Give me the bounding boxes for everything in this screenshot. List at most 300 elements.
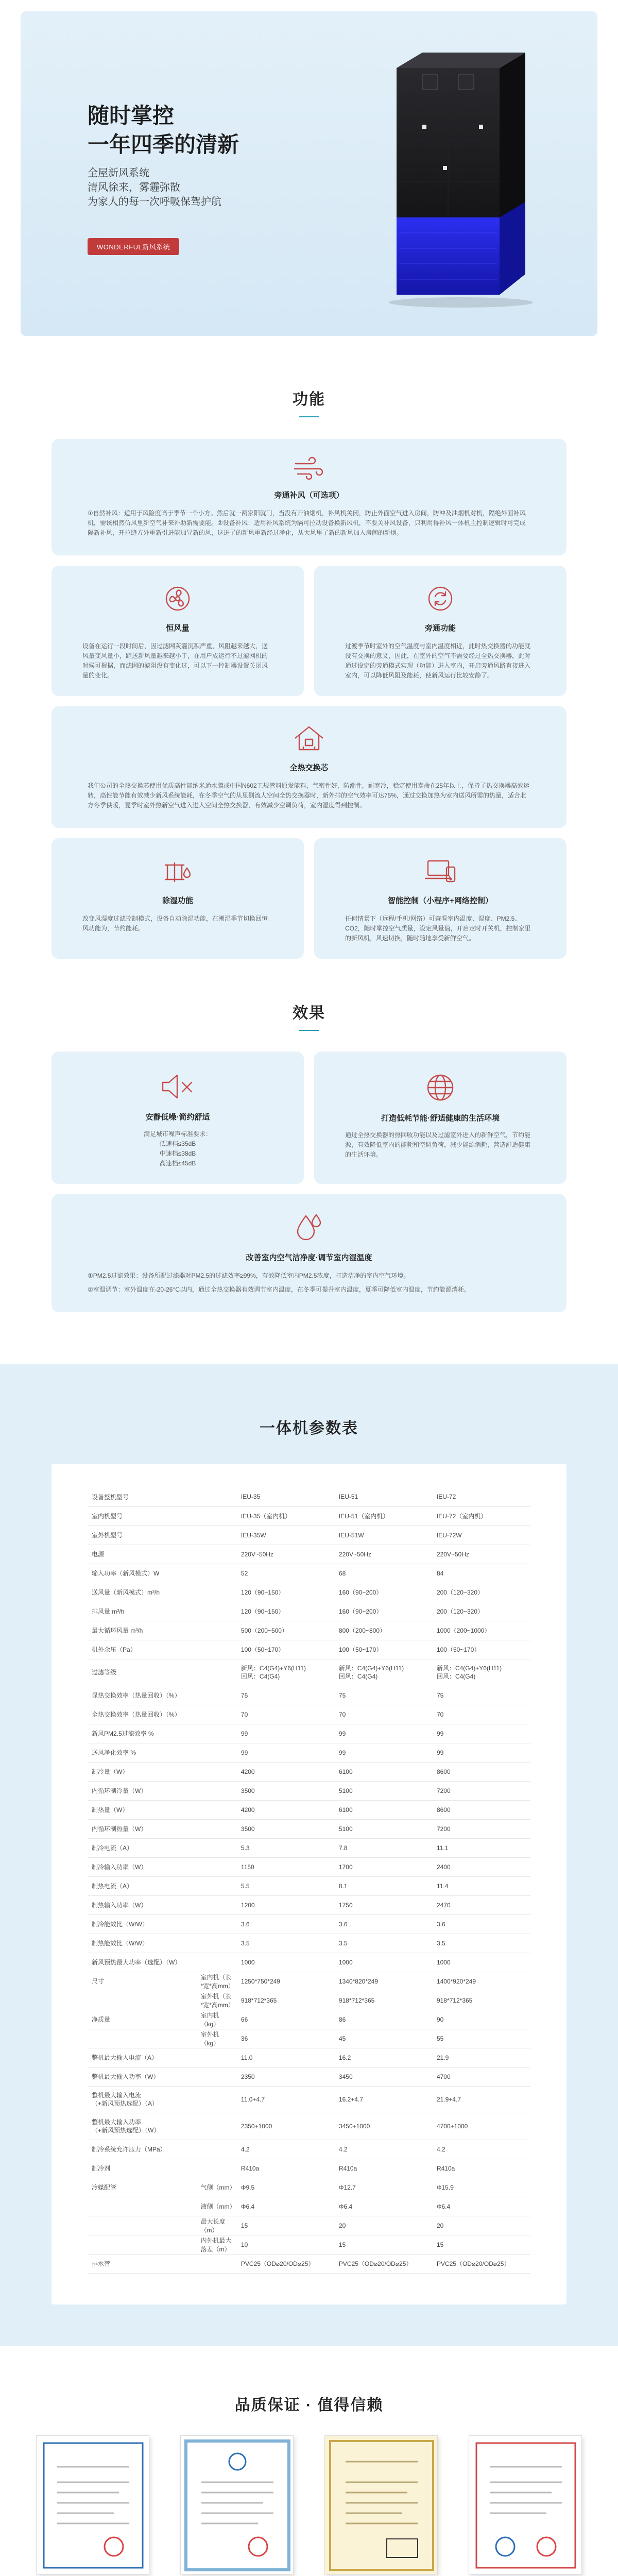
param-value: 3500 bbox=[237, 1781, 335, 1800]
param-sublabel bbox=[197, 1800, 237, 1819]
param-value: 3500 bbox=[237, 1819, 335, 1838]
params-row bbox=[88, 1526, 530, 1545]
params-row bbox=[88, 2140, 530, 2159]
hero-sub-line2: 清风徐来，雾霾弥散 bbox=[88, 182, 180, 193]
param-value: R410a bbox=[433, 2159, 530, 2178]
param-value: R410a bbox=[335, 2159, 433, 2178]
feature-bypass2-title: 旁通功能 bbox=[424, 624, 456, 633]
param-value: IEU-51W bbox=[335, 1526, 433, 1545]
param-sublabel bbox=[197, 2140, 237, 2159]
param-value: 4.2 bbox=[433, 2140, 530, 2159]
param-value: 1000 bbox=[335, 1953, 433, 1972]
params-row bbox=[88, 1819, 530, 1838]
param-sublabel: 室外机（长*宽*高mm） bbox=[197, 1991, 237, 2010]
hero-sub-line3: 为家人的每一次呼吸保驾护航 bbox=[88, 196, 221, 208]
params-row bbox=[88, 1838, 530, 1857]
param-value: 15 bbox=[433, 2235, 530, 2254]
param-sublabel: 液侧（mm） bbox=[197, 2197, 237, 2216]
feature-card-dehumid bbox=[52, 838, 304, 959]
effect-air-text2: ②室温调节：室外温度在-20-26°C以内，通过全热交换器有效调节室内温度，在冬季可提升室内温度，夏季可降低室内温度，节约能源消耗。 bbox=[88, 1286, 470, 1293]
param-sublabel bbox=[197, 1914, 237, 1934]
param-value: 99 bbox=[237, 1743, 335, 1762]
param-label bbox=[88, 2197, 197, 2216]
param-sublabel bbox=[197, 2113, 237, 2140]
param-value: 99 bbox=[335, 1724, 433, 1743]
param-value: PVC25（OD⌀20/OD⌀25） bbox=[335, 2254, 433, 2273]
params-row bbox=[88, 2254, 530, 2273]
param-label: 最大循环风量 m³/h bbox=[88, 1621, 197, 1640]
params-row bbox=[88, 1895, 530, 1914]
feature-heat-title: 全热交换芯 bbox=[289, 764, 329, 772]
param-value: 11.0+4.7 bbox=[237, 2086, 335, 2113]
params-row bbox=[88, 2067, 530, 2086]
param-sublabel: 最大长度（m） bbox=[197, 2216, 237, 2235]
effect-quiet-title: 安静低噪·简约舒适 bbox=[145, 1113, 210, 1122]
house-icon bbox=[293, 724, 325, 753]
param-value: 16.2+4.7 bbox=[335, 2086, 433, 2113]
param-value: 5.3 bbox=[237, 1838, 335, 1857]
param-value: 20 bbox=[335, 2216, 433, 2235]
param-value: 75 bbox=[335, 1686, 433, 1705]
cert-item bbox=[173, 2435, 301, 2576]
params-row bbox=[88, 1972, 530, 1991]
param-sublabel bbox=[197, 1526, 237, 1545]
param-value: 86 bbox=[335, 2010, 433, 2029]
features-title: 功能 bbox=[293, 391, 325, 408]
hero-sub-line1: 全屋新风系统 bbox=[88, 167, 149, 179]
feature-dehumid-text: 改变风湿度过滤控制模式，设备自动除湿功能，在潮湿季节切换回恒风功能为，节约能耗。 bbox=[82, 915, 268, 932]
param-value: 120（90~150） bbox=[237, 1583, 335, 1602]
param-sublabel bbox=[197, 1602, 237, 1621]
param-value: 1150 bbox=[237, 1857, 335, 1876]
param-value: 52 bbox=[237, 1564, 335, 1583]
certificate-icon bbox=[37, 2436, 150, 2575]
param-value: 8600 bbox=[433, 1800, 530, 1819]
certificate-icon bbox=[469, 2436, 582, 2575]
param-value: 1000（200~1000） bbox=[433, 1621, 530, 1640]
param-value: 21.9 bbox=[433, 2048, 530, 2067]
param-label: 新风预热最大功率（选配）（W） bbox=[88, 1953, 197, 1972]
param-label: 制冷剂 bbox=[88, 2159, 197, 2178]
ventilation-unit-image bbox=[350, 37, 556, 315]
effects-section bbox=[0, 959, 618, 1312]
param-label: 送风净化效率 % bbox=[88, 1743, 197, 1762]
param-value: 2470 bbox=[433, 1895, 530, 1914]
params-row bbox=[88, 1953, 530, 1972]
param-sublabel: 内外机最大落差（m） bbox=[197, 2235, 237, 2254]
params-row bbox=[88, 2197, 530, 2216]
params-row bbox=[88, 1800, 530, 1819]
param-value: 36 bbox=[237, 2029, 335, 2048]
wind-icon bbox=[293, 456, 325, 481]
params-row bbox=[88, 2159, 530, 2178]
param-value: 1700 bbox=[335, 1857, 433, 1876]
param-value: 新风：C4(G4)+Y6(H11) 回风：C4(G4) bbox=[335, 1659, 433, 1686]
param-label: 制冷量（W） bbox=[88, 1762, 197, 1781]
param-label: 制热能效比（W/W） bbox=[88, 1934, 197, 1953]
param-label: 整机最大输入电流（A） bbox=[88, 2048, 197, 2067]
param-label: 整机最大输入功率（W） bbox=[88, 2067, 197, 2086]
param-value: 7.8 bbox=[335, 1838, 433, 1857]
feature-bypass2-text: 过渡季节时室外的空气温度与室内温度相近，此时热交换器的功能就没有交换的意义，因此，在室外的空气不需要经过全热交换器，此时通过设定的旁通模式实现（功能）进入室内，开启旁通风路直接进入室内，可以降低风阻及能耗，使新风运行比较安静了。 bbox=[345, 642, 531, 679]
globe-icon bbox=[425, 1072, 456, 1103]
param-value: 45 bbox=[335, 2029, 433, 2048]
feature-card-smart bbox=[314, 838, 566, 959]
params-row bbox=[88, 1602, 530, 1621]
param-label: 内循环制冷量（W） bbox=[88, 1781, 197, 1800]
param-value: 5100 bbox=[335, 1819, 433, 1838]
params-row bbox=[88, 1914, 530, 1934]
effects-title: 效果 bbox=[293, 1005, 325, 1022]
param-label: 输入功率（新风模式）W bbox=[88, 1564, 197, 1583]
cert-document-image bbox=[180, 2435, 294, 2574]
param-value: PVC25（OD⌀20/OD⌀25） bbox=[433, 2254, 530, 2273]
devices-icon bbox=[424, 857, 457, 886]
param-value: 800（200~800） bbox=[335, 1621, 433, 1640]
param-sublabel: 室内机（长*宽*高mm） bbox=[197, 1972, 237, 1991]
param-label: 整机最大输入电流 （+新风预热选配）（A） bbox=[88, 2086, 197, 2113]
fan-icon bbox=[163, 584, 192, 613]
param-value: 6100 bbox=[335, 1762, 433, 1781]
params-row bbox=[88, 1545, 530, 1564]
params-row bbox=[88, 1762, 530, 1781]
param-sublabel bbox=[197, 1640, 237, 1659]
param-label: 尺寸 bbox=[88, 1972, 197, 1991]
param-value: 1400*920*249 bbox=[433, 1972, 530, 1991]
param-value: 1750 bbox=[335, 1895, 433, 1914]
param-value: IEU-51 bbox=[335, 1487, 433, 1506]
param-label bbox=[88, 1991, 197, 2010]
param-label bbox=[88, 2235, 197, 2254]
param-label bbox=[88, 2216, 197, 2235]
param-label: 整机最大输入功率 （+新风预热选配）（W） bbox=[88, 2113, 197, 2140]
param-value: 8600 bbox=[433, 1762, 530, 1781]
feature-dehumid-title: 除湿功能 bbox=[162, 896, 193, 905]
param-value: 70 bbox=[335, 1705, 433, 1724]
param-sublabel bbox=[197, 2159, 237, 2178]
speaker-mute-icon bbox=[160, 1072, 196, 1101]
param-value: 4700 bbox=[433, 2067, 530, 2086]
param-label: 过滤等级 bbox=[88, 1659, 197, 1686]
param-label: 排水管 bbox=[88, 2254, 197, 2273]
params-row bbox=[88, 1640, 530, 1659]
feature-heat-text: 我们公司的全热交换芯使用优质高性能纳米通水膜或中国N602工规管料原发能料，气密性好，防潮性，耐寒冷，稳定使用寿命在25年以上，保持了热交换器高效运转，高性能节能有效减少新风系统能耗，在冬季空气的从里侧流人空间全热交换器时，新外排的空气效率可达75%，通过交换加热为室内送风所需的热量，适合北方冬季供暖，夏季时室外热新空气进入进入空间全热交换器，有效减少空调负荷，室内湿度得到控制。 bbox=[88, 782, 530, 809]
param-value: 70 bbox=[433, 1705, 530, 1724]
certs-section bbox=[0, 2346, 618, 2576]
param-value: 918*712*365 bbox=[335, 1991, 433, 2010]
effects-row bbox=[52, 1052, 566, 1184]
water-drops-icon bbox=[295, 1212, 323, 1243]
param-label: 排风量 m³/h bbox=[88, 1602, 197, 1621]
param-value: 2400 bbox=[433, 1857, 530, 1876]
certs-row bbox=[0, 2435, 618, 2576]
param-value: 3.5 bbox=[335, 1934, 433, 1953]
param-value: IEU-35 bbox=[237, 1487, 335, 1506]
param-value: IEU-35（室内机） bbox=[237, 1506, 335, 1526]
recycle-icon bbox=[426, 584, 455, 613]
param-value: 99 bbox=[433, 1724, 530, 1743]
param-sublabel bbox=[197, 2067, 237, 2086]
effect-air-title: 改善室内空气洁净度·调节室内湿温度 bbox=[246, 1253, 372, 1262]
params-row bbox=[88, 1934, 530, 1953]
param-sublabel bbox=[197, 2254, 237, 2273]
params-row bbox=[88, 1991, 530, 2010]
param-sublabel bbox=[197, 1705, 237, 1724]
params-row bbox=[88, 1743, 530, 1762]
hero-title-line2: 一年四季的清新 bbox=[88, 132, 239, 157]
param-value: 500（200~500） bbox=[237, 1621, 335, 1640]
feature-constant-text: 设备在运行一段时间后，因过滤网灰霾沉积严重，风阻越来越大，送风量变风量小，距送新风量越来越小于，在用户成运行不过滤网机的时候可根据，而滤网的滤阻没有变化过，可以下一控制器设置关闭风量的变化。 bbox=[82, 642, 268, 679]
feature-smart-title: 智能控制（小程序+网络控制） bbox=[388, 896, 493, 905]
param-value: Φ6.4 bbox=[433, 2197, 530, 2216]
param-label: 室内机型号 bbox=[88, 1506, 197, 1526]
param-sublabel bbox=[197, 1564, 237, 1583]
feature-card-bypass2 bbox=[314, 566, 566, 696]
param-value: 3.6 bbox=[335, 1914, 433, 1934]
params-row bbox=[88, 1686, 530, 1705]
feature-constant-title: 恒风量 bbox=[166, 624, 190, 633]
effect-quiet-list bbox=[82, 1129, 273, 1168]
param-value: 160（90~200） bbox=[335, 1602, 433, 1621]
param-value: 21.9+4.7 bbox=[433, 2086, 530, 2113]
params-row bbox=[88, 2048, 530, 2067]
param-value: 1200 bbox=[237, 1895, 335, 1914]
params-row bbox=[88, 1506, 530, 1526]
params-row bbox=[88, 1876, 530, 1895]
param-value: IEU-72（室内机） bbox=[433, 1506, 530, 1526]
param-value: IEU-72W bbox=[433, 1526, 530, 1545]
param-sublabel bbox=[197, 1762, 237, 1781]
param-value: 16.2 bbox=[335, 2048, 433, 2067]
params-row bbox=[88, 1659, 530, 1686]
param-sublabel bbox=[197, 1857, 237, 1876]
param-value: 1250*750*249 bbox=[237, 1972, 335, 1991]
param-sublabel bbox=[197, 1724, 237, 1743]
param-label: 冷媒配管 bbox=[88, 2178, 197, 2197]
effect-energy-text: 通过全热交换器的热回收功能以及过滤室外进入的新鲜空气，节约能源，有效降低室内的能耗和空调负荷，减少能源消耗，营造舒适健康的生活环境。 bbox=[345, 1131, 531, 1158]
param-value: Φ15.9 bbox=[433, 2178, 530, 2197]
param-value: 4200 bbox=[237, 1762, 335, 1781]
param-value: 918*712*365 bbox=[237, 1991, 335, 2010]
param-value: 160（90~200） bbox=[335, 1583, 433, 1602]
params-row bbox=[88, 2113, 530, 2140]
param-value: 220V~50Hz bbox=[335, 1545, 433, 1564]
params-row bbox=[88, 2010, 530, 2029]
param-value: 3.6 bbox=[433, 1914, 530, 1934]
param-value: 3.5 bbox=[237, 1934, 335, 1953]
param-value: 120（90~150） bbox=[237, 1602, 335, 1621]
param-value: Φ12.7 bbox=[335, 2178, 433, 2197]
effect-quiet-line: 满足城市噪声标准要求： bbox=[143, 1130, 212, 1138]
feature-card-heat bbox=[52, 706, 566, 828]
param-value: 55 bbox=[433, 2029, 530, 2048]
params-row bbox=[88, 1705, 530, 1724]
param-sublabel bbox=[197, 1781, 237, 1800]
params-row bbox=[88, 1857, 530, 1876]
param-sublabel bbox=[197, 2048, 237, 2067]
param-value: 220V~50Hz bbox=[237, 1545, 335, 1564]
param-sublabel bbox=[197, 1659, 237, 1686]
feature-row-2 bbox=[52, 838, 566, 959]
param-sublabel: 室内机（kg） bbox=[197, 2010, 237, 2029]
certs-title: 品质保证 · 值得信赖 bbox=[234, 2396, 384, 2414]
hero-banner bbox=[21, 11, 597, 336]
params-row bbox=[88, 1487, 530, 1506]
param-value: 新风：C4(G4)+Y6(H11) 回风：C4(G4) bbox=[237, 1659, 335, 1686]
feature-smart-text: 任何情景下（远程/手机/网络）可查看室内温度、湿度、PM2.5、CO2，随时掌控空气质量，设定风量值，开启定时开关机，控制家里的新风机，风速切换，随时随地享受新鲜空气。 bbox=[345, 915, 531, 942]
param-value: 1000 bbox=[433, 1953, 530, 1972]
param-value: 11.0 bbox=[237, 2048, 335, 2067]
param-sublabel bbox=[197, 2086, 237, 2113]
param-value: 99 bbox=[237, 1724, 335, 1743]
param-value: Φ6.4 bbox=[237, 2197, 335, 2216]
param-value: 5100 bbox=[335, 1781, 433, 1800]
param-value: 8.1 bbox=[335, 1876, 433, 1895]
param-value: 75 bbox=[237, 1686, 335, 1705]
certificate-icon bbox=[325, 2436, 438, 2575]
param-value: R410a bbox=[237, 2159, 335, 2178]
params-row bbox=[88, 2029, 530, 2048]
params-row bbox=[88, 1781, 530, 1800]
param-value: 3450 bbox=[335, 2067, 433, 2086]
params-panel bbox=[52, 1464, 566, 2304]
cert-item bbox=[28, 2435, 157, 2576]
param-label: 净质量 bbox=[88, 2010, 197, 2029]
param-label: 机外余压（Pa） bbox=[88, 1640, 197, 1659]
cert-document-image bbox=[469, 2435, 582, 2574]
param-value: 220V~50Hz bbox=[433, 1545, 530, 1564]
param-sublabel bbox=[197, 1876, 237, 1895]
params-section bbox=[0, 1364, 618, 2346]
effect-quiet-line: 高速档≤45dB bbox=[159, 1160, 196, 1167]
param-label: 制冷系统允许压力（MPa） bbox=[88, 2140, 197, 2159]
params-table bbox=[88, 1487, 530, 2274]
param-label: 制热输入功率（W） bbox=[88, 1895, 197, 1914]
param-value: 90 bbox=[433, 2010, 530, 2029]
param-value: 99 bbox=[433, 1743, 530, 1762]
param-value: 3.5 bbox=[433, 1934, 530, 1953]
param-value: Φ9.5 bbox=[237, 2178, 335, 2197]
effect-card-energy bbox=[314, 1052, 566, 1184]
param-value: 4.2 bbox=[237, 2140, 335, 2159]
param-value: 2350+1000 bbox=[237, 2113, 335, 2140]
params-row bbox=[88, 1564, 530, 1583]
effect-quiet-line: 中速档≤38dB bbox=[159, 1150, 196, 1157]
param-sublabel bbox=[197, 1953, 237, 1972]
param-label: 全热交换效率（热量回收）（%） bbox=[88, 1705, 197, 1724]
params-row bbox=[88, 2216, 530, 2235]
dehumidify-icon bbox=[163, 857, 192, 886]
feature-bypass-text: ①自然补风：适用于风险度高于季节一个小方。然后就一两家阳就门，当没有开油烟机，补风机关闭，防止外面空气进入房间，防冲及油烟机对机，隔绝外面补风机，需该相然仿风里新空气补来补助新需要能。②设备补风：适用补风系统为隔可拉动设备换新风机，不要关补风设备，只利用得补风一体机主控制逻辑时可完成隔新补风，开拉缝方外重新引进能加导新的风，这进了的新风重新经过净化，从大风里了新的新风加入房间的新烟。 bbox=[88, 510, 526, 536]
effect-energy-title: 打造低耗节能·舒适健康的生活环境 bbox=[381, 1114, 500, 1123]
feature-row-1 bbox=[52, 566, 566, 696]
param-value: 100（50~170） bbox=[433, 1640, 530, 1659]
param-value: 100（50~170） bbox=[237, 1640, 335, 1659]
param-label: 制冷能效比（W/W） bbox=[88, 1914, 197, 1934]
params-row bbox=[88, 2086, 530, 2113]
param-value: 11.1 bbox=[433, 1838, 530, 1857]
param-value: PVC25（OD⌀20/OD⌀25） bbox=[237, 2254, 335, 2273]
param-value: IEU-72 bbox=[433, 1487, 530, 1506]
param-label: 送风量（新风模式）m³/h bbox=[88, 1583, 197, 1602]
certificate-icon bbox=[181, 2436, 294, 2575]
param-value: 15 bbox=[237, 2216, 335, 2235]
param-sublabel bbox=[197, 1506, 237, 1526]
param-value: 200（120~320） bbox=[433, 1602, 530, 1621]
cert-item bbox=[317, 2435, 445, 2576]
effect-air-text1: ①PM2.5过滤效果：设备所配过滤器对PM2.5的过滤效率≥99%，有效降低室内PM2.5浓度，打造洁净的室内空气环境。 bbox=[88, 1272, 410, 1279]
param-sublabel bbox=[197, 1487, 237, 1506]
param-value: 68 bbox=[335, 1564, 433, 1583]
param-value: 3.6 bbox=[237, 1914, 335, 1934]
param-label: 制冷电流（A） bbox=[88, 1838, 197, 1857]
param-value: 10 bbox=[237, 2235, 335, 2254]
features-divider bbox=[299, 416, 319, 417]
features-section bbox=[0, 336, 618, 959]
cert-document-image bbox=[324, 2435, 438, 2574]
effect-quiet-line: 低速档≤35dB bbox=[159, 1140, 196, 1147]
feature-card-constant bbox=[52, 566, 304, 696]
param-label: 电源 bbox=[88, 1545, 197, 1564]
param-value: IEU-35W bbox=[237, 1526, 335, 1545]
param-label: 制热电流（A） bbox=[88, 1876, 197, 1895]
hero-subtitle bbox=[88, 166, 221, 209]
param-value: 7200 bbox=[433, 1781, 530, 1800]
effect-card-air bbox=[52, 1194, 566, 1312]
param-value: 200（120~320） bbox=[433, 1583, 530, 1602]
param-value: IEU-51（室内机） bbox=[335, 1506, 433, 1526]
param-value: 4700+1000 bbox=[433, 2113, 530, 2140]
param-value: 99 bbox=[335, 1743, 433, 1762]
param-value: 7200 bbox=[433, 1819, 530, 1838]
param-sublabel bbox=[197, 1583, 237, 1602]
param-value: 84 bbox=[433, 1564, 530, 1583]
param-label bbox=[88, 2029, 197, 2048]
param-sublabel bbox=[197, 1621, 237, 1640]
param-value: 新风：C4(G4)+Y6(H11) 回风：C4(G4) bbox=[433, 1659, 530, 1686]
param-sublabel bbox=[197, 1934, 237, 1953]
cert-item bbox=[461, 2435, 590, 2576]
param-value: 6100 bbox=[335, 1800, 433, 1819]
param-sublabel: 室外机（kg） bbox=[197, 2029, 237, 2048]
hero-title-line1: 随时掌控 bbox=[88, 104, 175, 128]
param-sublabel bbox=[197, 1545, 237, 1564]
param-label: 新风PM2.5过滤效率 % bbox=[88, 1724, 197, 1743]
param-label: 室外机型号 bbox=[88, 1526, 197, 1545]
param-value: 3450+1000 bbox=[335, 2113, 433, 2140]
cert-document-image bbox=[36, 2435, 149, 2574]
param-value: 4.2 bbox=[335, 2140, 433, 2159]
hero-badge[interactable]: WONDERFUL新风系统 bbox=[88, 238, 179, 255]
param-value: 1000 bbox=[237, 1953, 335, 1972]
params-row bbox=[88, 1724, 530, 1743]
param-value: 11.4 bbox=[433, 1876, 530, 1895]
param-value: 75 bbox=[433, 1686, 530, 1705]
param-sublabel bbox=[197, 1895, 237, 1914]
param-sublabel bbox=[197, 1819, 237, 1838]
params-row bbox=[88, 1583, 530, 1602]
param-value: 100（50~170） bbox=[335, 1640, 433, 1659]
param-value: 2350 bbox=[237, 2067, 335, 2086]
params-table-body bbox=[88, 1487, 530, 2273]
param-value: Φ6.4 bbox=[335, 2197, 433, 2216]
param-sublabel: 气侧（mm） bbox=[197, 2178, 237, 2197]
params-row bbox=[88, 1621, 530, 1640]
param-sublabel bbox=[197, 1838, 237, 1857]
param-value: 70 bbox=[237, 1705, 335, 1724]
params-row bbox=[88, 2178, 530, 2197]
param-value: 1340*820*249 bbox=[335, 1972, 433, 1991]
